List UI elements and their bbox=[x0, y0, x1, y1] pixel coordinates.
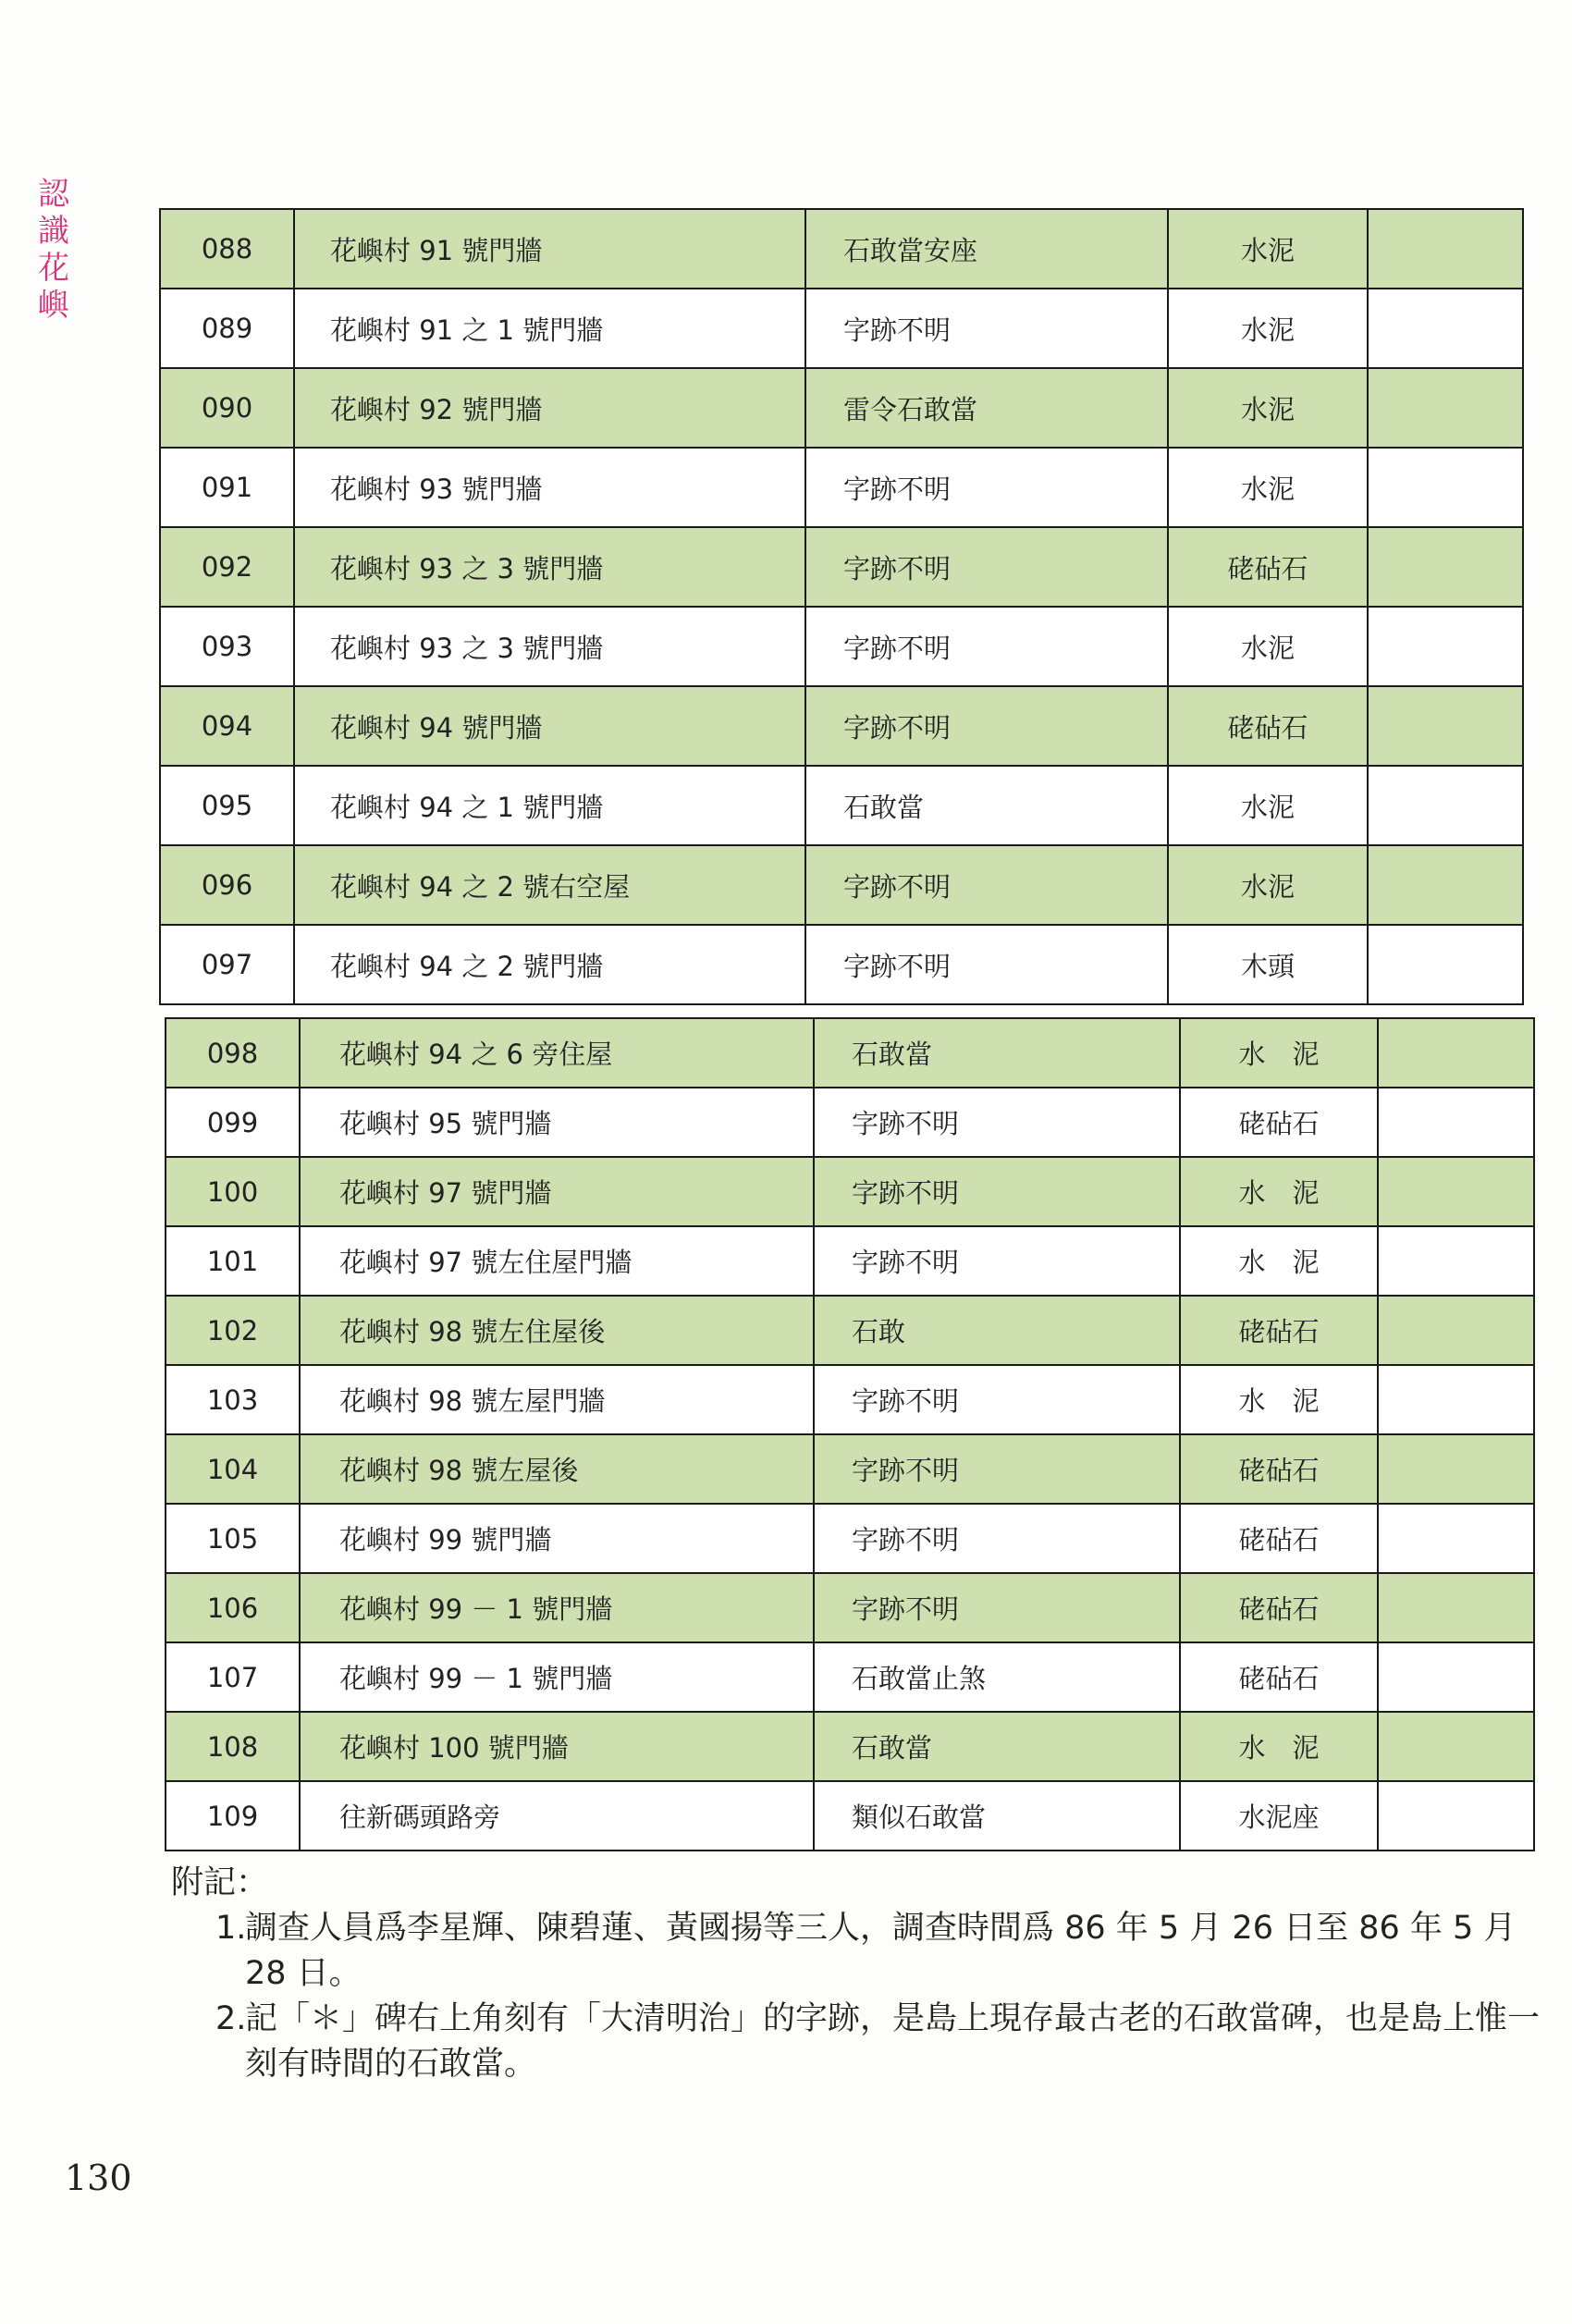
inscription-cell: 類似石敢當 bbox=[814, 1781, 1180, 1851]
notes-title: 附記： bbox=[171, 1864, 269, 1901]
material-cell: 水泥 bbox=[1168, 845, 1368, 925]
note-cell bbox=[1368, 845, 1523, 925]
note-cell bbox=[1378, 1088, 1534, 1157]
material-cell: 硓砧石 bbox=[1168, 527, 1368, 607]
note-cell bbox=[1378, 1504, 1534, 1573]
material-cell: 水泥座 bbox=[1180, 1781, 1378, 1851]
location-cell: 花嶼村 91 號門牆 bbox=[294, 209, 805, 289]
notes-section bbox=[171, 1861, 1549, 2087]
table-row bbox=[166, 1157, 1534, 1226]
record-number-cell: 088 bbox=[160, 209, 294, 289]
inscription-cell: 石敢 bbox=[814, 1296, 1180, 1365]
table-row bbox=[160, 368, 1523, 448]
note-cell bbox=[1378, 1365, 1534, 1434]
location-cell: 花嶼村 94 之 1 號門牆 bbox=[294, 766, 805, 845]
record-number-cell: 093 bbox=[160, 607, 294, 686]
record-number-cell: 109 bbox=[166, 1781, 300, 1851]
material-cell: 水泥 bbox=[1168, 766, 1368, 845]
inscription-cell: 字跡不明 bbox=[814, 1088, 1180, 1157]
inscription-cell: 字跡不明 bbox=[805, 607, 1168, 686]
note-cell bbox=[1378, 1226, 1534, 1296]
stone-tablet-table-1 bbox=[159, 208, 1524, 1005]
record-number-cell: 108 bbox=[166, 1712, 300, 1781]
record-number-cell: 101 bbox=[166, 1226, 300, 1296]
record-number-cell: 100 bbox=[166, 1157, 300, 1226]
note-item bbox=[171, 1997, 1549, 2087]
record-number-cell: 099 bbox=[166, 1088, 300, 1157]
record-number-cell: 091 bbox=[160, 448, 294, 527]
inscription-cell: 石敢當 bbox=[805, 766, 1168, 845]
inscription-cell: 石敢當止煞 bbox=[814, 1642, 1180, 1712]
inscription-cell: 字跡不明 bbox=[814, 1504, 1180, 1573]
material-cell: 硓砧石 bbox=[1180, 1434, 1378, 1504]
note-cell bbox=[1368, 607, 1523, 686]
note-cell bbox=[1368, 686, 1523, 766]
inscription-cell: 字跡不明 bbox=[814, 1157, 1180, 1226]
inscription-cell: 雷令石敢當 bbox=[805, 368, 1168, 448]
location-cell: 花嶼村 94 之 2 號右空屋 bbox=[294, 845, 805, 925]
table-row bbox=[160, 209, 1523, 289]
inscription-cell: 石敢當 bbox=[814, 1712, 1180, 1781]
material-cell: 水泥 bbox=[1168, 448, 1368, 527]
section-title-char: 認 bbox=[38, 176, 69, 213]
table-row bbox=[166, 1226, 1534, 1296]
material-cell: 水泥 bbox=[1168, 607, 1368, 686]
location-cell: 花嶼村 98 號左屋後 bbox=[300, 1434, 814, 1504]
table-row bbox=[166, 1365, 1534, 1434]
page-number: 130 bbox=[65, 2158, 132, 2198]
inscription-cell: 字跡不明 bbox=[814, 1434, 1180, 1504]
material-cell: 水 泥 bbox=[1180, 1226, 1378, 1296]
material-cell: 硓砧石 bbox=[1180, 1088, 1378, 1157]
section-title-char: 識 bbox=[38, 213, 69, 250]
record-number-cell: 090 bbox=[160, 368, 294, 448]
location-cell: 花嶼村 93 之 3 號門牆 bbox=[294, 527, 805, 607]
table-row bbox=[166, 1018, 1534, 1088]
record-number-cell: 089 bbox=[160, 289, 294, 368]
location-cell: 花嶼村 98 號左屋門牆 bbox=[300, 1365, 814, 1434]
location-cell: 花嶼村 99 － 1 號門牆 bbox=[300, 1642, 814, 1712]
record-number-cell: 095 bbox=[160, 766, 294, 845]
record-number-cell: 096 bbox=[160, 845, 294, 925]
record-number-cell: 102 bbox=[166, 1296, 300, 1365]
table-row bbox=[166, 1088, 1534, 1157]
section-title-char: 花 bbox=[38, 250, 69, 287]
record-number-cell: 097 bbox=[160, 925, 294, 1004]
material-cell: 硓砧石 bbox=[1180, 1504, 1378, 1573]
inscription-cell: 字跡不明 bbox=[814, 1365, 1180, 1434]
location-cell: 花嶼村 93 號門牆 bbox=[294, 448, 805, 527]
note-number: 1. bbox=[215, 1910, 247, 1947]
note-cell bbox=[1368, 368, 1523, 448]
table-row bbox=[160, 686, 1523, 766]
location-cell: 花嶼村 95 號門牆 bbox=[300, 1088, 814, 1157]
record-number-cell: 107 bbox=[166, 1642, 300, 1712]
location-cell: 花嶼村 99 － 1 號門牆 bbox=[300, 1573, 814, 1642]
stone-tablet-table-2 bbox=[165, 1017, 1535, 1851]
location-cell: 花嶼村 94 號門牆 bbox=[294, 686, 805, 766]
material-cell: 水 泥 bbox=[1180, 1018, 1378, 1088]
location-cell: 花嶼村 91 之 1 號門牆 bbox=[294, 289, 805, 368]
table-row bbox=[160, 607, 1523, 686]
location-cell: 往新碼頭路旁 bbox=[300, 1781, 814, 1851]
record-number-cell: 098 bbox=[166, 1018, 300, 1088]
location-cell: 花嶼村 98 號左住屋後 bbox=[300, 1296, 814, 1365]
inscription-cell: 字跡不明 bbox=[805, 448, 1168, 527]
table-row bbox=[166, 1504, 1534, 1573]
record-number-cell: 103 bbox=[166, 1365, 300, 1434]
table-row bbox=[160, 766, 1523, 845]
material-cell: 硓砧石 bbox=[1180, 1573, 1378, 1642]
note-text: 調查人員爲李星輝、陳碧蓮、黃國揚等三人，調查時間爲 86 年 5 月 26 日至 86 年 5 月 28 日。 bbox=[245, 1910, 1517, 1992]
material-cell: 硓砧石 bbox=[1180, 1642, 1378, 1712]
note-cell bbox=[1378, 1434, 1534, 1504]
record-number-cell: 104 bbox=[166, 1434, 300, 1504]
note-cell bbox=[1378, 1781, 1534, 1851]
note-cell bbox=[1378, 1157, 1534, 1226]
note-cell bbox=[1378, 1642, 1534, 1712]
note-item bbox=[171, 1906, 1549, 1997]
location-cell: 花嶼村 94 之 2 號門牆 bbox=[294, 925, 805, 1004]
note-cell bbox=[1368, 925, 1523, 1004]
note-cell bbox=[1378, 1018, 1534, 1088]
note-cell bbox=[1368, 766, 1523, 845]
table-row bbox=[160, 845, 1523, 925]
material-cell: 水 泥 bbox=[1180, 1712, 1378, 1781]
material-cell: 硓砧石 bbox=[1168, 686, 1368, 766]
inscription-cell: 字跡不明 bbox=[805, 289, 1168, 368]
material-cell: 水 泥 bbox=[1180, 1365, 1378, 1434]
table-row bbox=[166, 1573, 1534, 1642]
material-cell: 水泥 bbox=[1168, 368, 1368, 448]
note-text: 記「＊」碑右上角刻有「大清明治」的字跡，是島上現存最古老的石敢當碑，也是島上惟一刻有時間的石敢當。 bbox=[245, 2000, 1541, 2083]
table-row bbox=[166, 1296, 1534, 1365]
material-cell: 木頭 bbox=[1168, 925, 1368, 1004]
record-number-cell: 092 bbox=[160, 527, 294, 607]
inscription-cell: 字跡不明 bbox=[805, 686, 1168, 766]
note-cell bbox=[1378, 1573, 1534, 1642]
material-cell: 硓砧石 bbox=[1180, 1296, 1378, 1365]
location-cell: 花嶼村 92 號門牆 bbox=[294, 368, 805, 448]
table-row bbox=[166, 1642, 1534, 1712]
location-cell: 花嶼村 99 號門牆 bbox=[300, 1504, 814, 1573]
record-number-cell: 106 bbox=[166, 1573, 300, 1642]
table-row bbox=[166, 1434, 1534, 1504]
table-row bbox=[160, 925, 1523, 1004]
material-cell: 水泥 bbox=[1168, 289, 1368, 368]
section-title-char: 嶼 bbox=[38, 287, 69, 324]
table-row bbox=[166, 1712, 1534, 1781]
note-cell bbox=[1378, 1712, 1534, 1781]
inscription-cell: 字跡不明 bbox=[814, 1573, 1180, 1642]
note-cell bbox=[1378, 1296, 1534, 1365]
record-number-cell: 094 bbox=[160, 686, 294, 766]
location-cell: 花嶼村 93 之 3 號門牆 bbox=[294, 607, 805, 686]
location-cell: 花嶼村 97 號左住屋門牆 bbox=[300, 1226, 814, 1296]
note-cell bbox=[1368, 289, 1523, 368]
note-cell bbox=[1368, 209, 1523, 289]
inscription-cell: 字跡不明 bbox=[805, 845, 1168, 925]
section-title bbox=[35, 176, 72, 324]
inscription-cell: 字跡不明 bbox=[805, 925, 1168, 1004]
table-row bbox=[166, 1781, 1534, 1851]
location-cell: 花嶼村 94 之 6 旁住屋 bbox=[300, 1018, 814, 1088]
material-cell: 水泥 bbox=[1168, 209, 1368, 289]
table-row bbox=[160, 527, 1523, 607]
inscription-cell: 石敢當安座 bbox=[805, 209, 1168, 289]
table-row bbox=[160, 289, 1523, 368]
note-number: 2. bbox=[215, 2000, 247, 2037]
record-number-cell: 105 bbox=[166, 1504, 300, 1573]
inscription-cell: 字跡不明 bbox=[814, 1226, 1180, 1296]
material-cell: 水 泥 bbox=[1180, 1157, 1378, 1226]
inscription-cell: 石敢當 bbox=[814, 1018, 1180, 1088]
note-cell bbox=[1368, 527, 1523, 607]
location-cell: 花嶼村 97 號門牆 bbox=[300, 1157, 814, 1226]
location-cell: 花嶼村 100 號門牆 bbox=[300, 1712, 814, 1781]
table-row bbox=[160, 448, 1523, 527]
inscription-cell: 字跡不明 bbox=[805, 527, 1168, 607]
note-cell bbox=[1368, 448, 1523, 527]
